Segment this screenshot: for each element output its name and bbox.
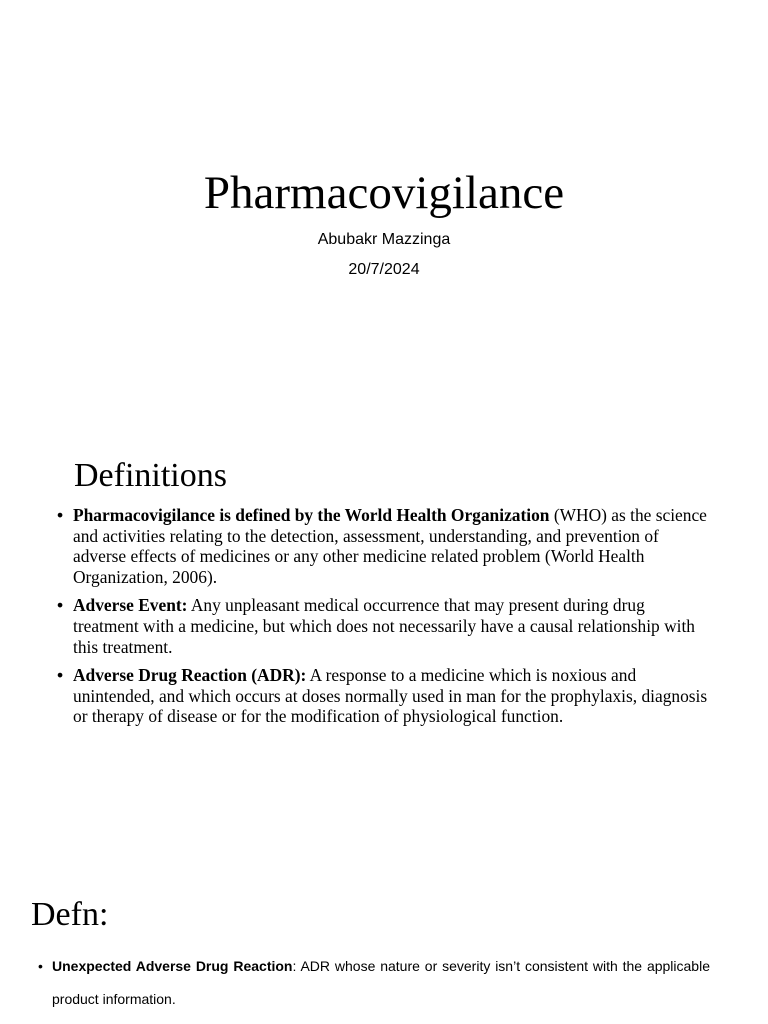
bullet-icon: • <box>38 958 43 974</box>
defn-heading: Defn: <box>31 896 109 933</box>
definition-term: Adverse Drug Reaction (ADR): <box>73 665 307 686</box>
definition-term: Unexpected Adverse Drug Reaction <box>52 958 293 974</box>
page-title: Pharmacovigilance <box>203 167 565 219</box>
definitions-heading: Definitions <box>74 457 227 494</box>
definitions-list <box>57 505 712 735</box>
definition-text: A response to a medicine which is noxious and unintended, and which occurs at doses normally used in man for the prophylaxis, diagnosis or therapy of disease or for the modification of physiological function. <box>73 665 708 727</box>
bullet-icon: • <box>57 505 64 525</box>
list-item <box>57 595 712 657</box>
bullet-icon: • <box>57 665 64 686</box>
bullet-icon: • <box>57 595 64 616</box>
definition-text: (WHO) as the science and activities relating to the detection, assessment, understanding, and prevention of adverse effects of medicines or any other medicine related problem (World Health Organization, 2006). <box>73 505 707 587</box>
definition-text: Any unpleasant medical occurrence that may present during drug treatment with a medicine, but which does not necessarily have a causal relationship with this treatment. <box>73 595 696 657</box>
definition-text: : ADR whose nature or severity isn’t consistent with the applicable product information. <box>52 958 710 1007</box>
list-item <box>57 665 712 727</box>
presentation-date: 20/7/2024 <box>348 261 420 278</box>
definition-term: Adverse Event: <box>73 595 188 616</box>
definition-term: Pharmacovigilance is defined by the World Health Organization <box>73 505 550 525</box>
list-item <box>57 505 712 587</box>
defn-list <box>38 950 710 1016</box>
author-name: Abubakr Mazzinga <box>317 231 451 248</box>
list-item <box>38 950 710 1016</box>
